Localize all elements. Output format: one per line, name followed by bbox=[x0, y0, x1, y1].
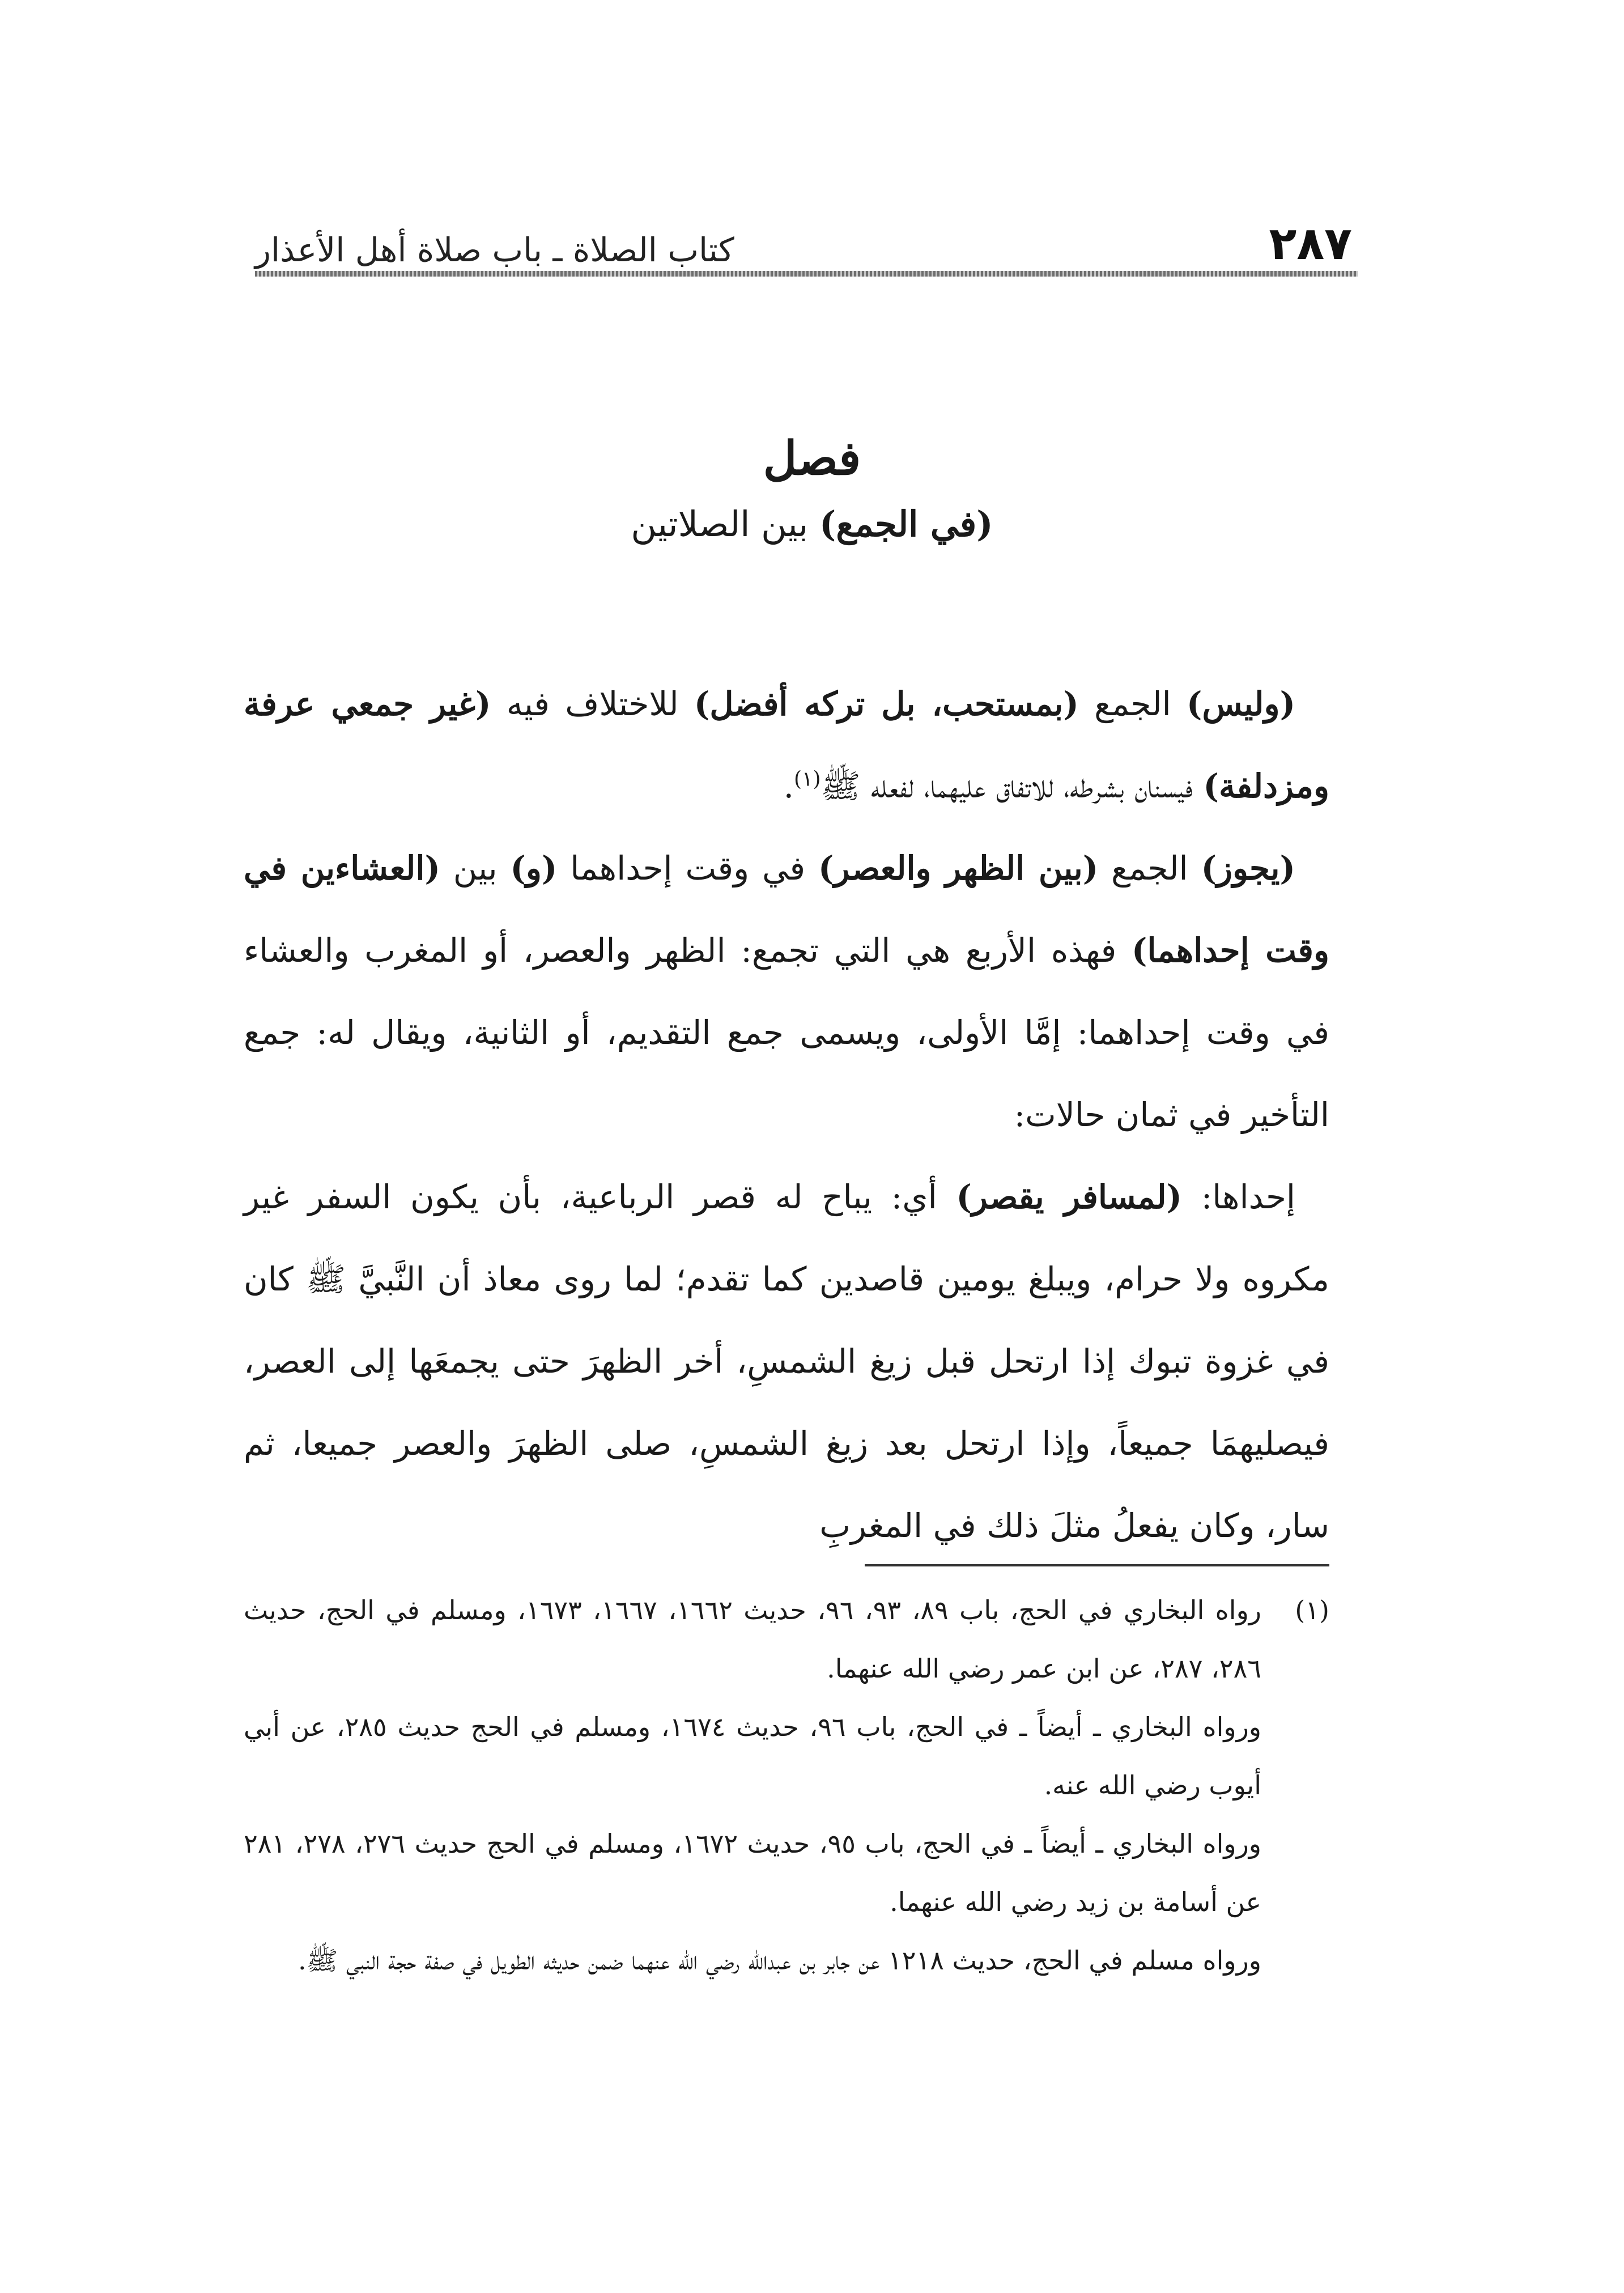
text-run: للاختلاف فيه bbox=[491, 685, 694, 723]
bold-phrase: (غير جمعي عرفة ومزدلفة) bbox=[244, 685, 1329, 805]
section-heading bbox=[249, 431, 1375, 546]
text-run: . bbox=[783, 767, 794, 805]
footnote-line: ورواه مسلم في الحج، حديث ١٢١٨ عن جابر بن عبدالله رضي الله عنهما ضمن حديثه الطويل في صفة حجة النبي ﷺ. bbox=[298, 1945, 1261, 1976]
footnote-separator bbox=[865, 1564, 1329, 1566]
footnote-line: ورواه البخاري ـ أيضاً ـ في الحج، باب ٩٥، حديث ١٦٧٢، ومسلم في الحج حديث ٢٧٦، ٢٧٨، ٢٨١ عن أسامة بن زيد رضي الله عنهما. bbox=[244, 1828, 1262, 1917]
text-run: إحداها: bbox=[1181, 1178, 1296, 1216]
paragraph-1 bbox=[244, 663, 1329, 827]
running-header bbox=[255, 204, 1352, 270]
text-run: أي: يباح له قصر الرباعية، بأن يكون السفر غير مكروه ولا حرام، ويبلغ يومين قاصدين كما تقدم؛ لما روى معاذ أن النَّبيَّ ﷺ كان في غزوة تبوك إذا ارتحل قبل زيغ الشمسِ، أخر الظهرَ حتى يجمعَها إلى العصر، فيصليهمَا جميعاً، وإذا ارتحل بعد زيغ الشمسِ، صلى الظهرَ والعصر جميعا، ثم سار، وكان يفعلُ مثلَ ذلك في المغربِ bbox=[244, 1178, 1329, 1545]
bold-phrase: (العشاءين في وقت إحداهما) bbox=[244, 849, 1329, 970]
bold-phrase: (يجوز) bbox=[1201, 849, 1296, 888]
footnote-body bbox=[244, 1581, 1261, 1990]
paragraph-2 bbox=[244, 827, 1329, 1156]
header-rule bbox=[255, 271, 1358, 277]
section-subtitle bbox=[249, 503, 1375, 545]
text-run: الجمع bbox=[1078, 685, 1187, 723]
bold-phrase: (بين الظهر والعصر) bbox=[818, 849, 1099, 888]
footnote-mark: (١) bbox=[1295, 1595, 1329, 1625]
footnote-line: ورواه البخاري ـ أيضاً ـ في الحج، باب ٩٦، حديث ١٦٧٤، ومسلم في الحج حديث ٢٨٥، عن أبي أيوب رضي الله عنه. bbox=[244, 1712, 1261, 1801]
bold-phrase: (وليس) bbox=[1187, 685, 1296, 723]
section-subtitle-rest: بين الصلاتين bbox=[631, 503, 820, 545]
section-title: فصل bbox=[763, 431, 861, 486]
page-number: ٢٨٧ bbox=[1269, 217, 1352, 270]
text-run: في وقت إحداهما bbox=[557, 849, 819, 888]
text-run: فهذه الأربع هي التي تجمع: الظهر والعصر، أو المغرب والعشاء في وقت إحداهما: إمَّا الأولى، ويسمى جمع التقديم، أو الثانية، ويقال له: جمع التأخير في ثمان حالات: bbox=[244, 931, 1329, 1134]
running-title: كتاب الصلاة ـ باب صلاة أهل الأعذار bbox=[255, 231, 734, 269]
footnotes bbox=[244, 1581, 1329, 1990]
bold-phrase: (و) bbox=[510, 849, 558, 888]
paragraph-3 bbox=[244, 1156, 1329, 1567]
text-run: فيسنان بشرطه، للاتفاق عليهما، لفعله ﷺ bbox=[820, 767, 1204, 805]
section-subtitle-bold: (في الجمع) bbox=[819, 503, 993, 545]
footnote-reference[interactable]: (١) bbox=[794, 767, 821, 791]
text-run: الجمع bbox=[1098, 849, 1201, 888]
footnote-line: رواه البخاري في الحج، باب ٨٩، ٩٣، ٩٦، حديث ١٦٦٢، ١٦٦٧، ١٦٧٣، ومسلم في الحج، حديث ٢٨٦، ٢٨٧، عن ابن عمر رضي الله عنهما. bbox=[244, 1595, 1261, 1684]
bold-phrase: (بمستحب، بل تركه أفضل) bbox=[694, 685, 1079, 723]
footnote-1 bbox=[244, 1581, 1329, 1990]
bold-phrase: (لمسافر يقصر) bbox=[956, 1178, 1182, 1216]
main-text bbox=[244, 663, 1329, 1567]
text-run: بين bbox=[440, 849, 511, 888]
